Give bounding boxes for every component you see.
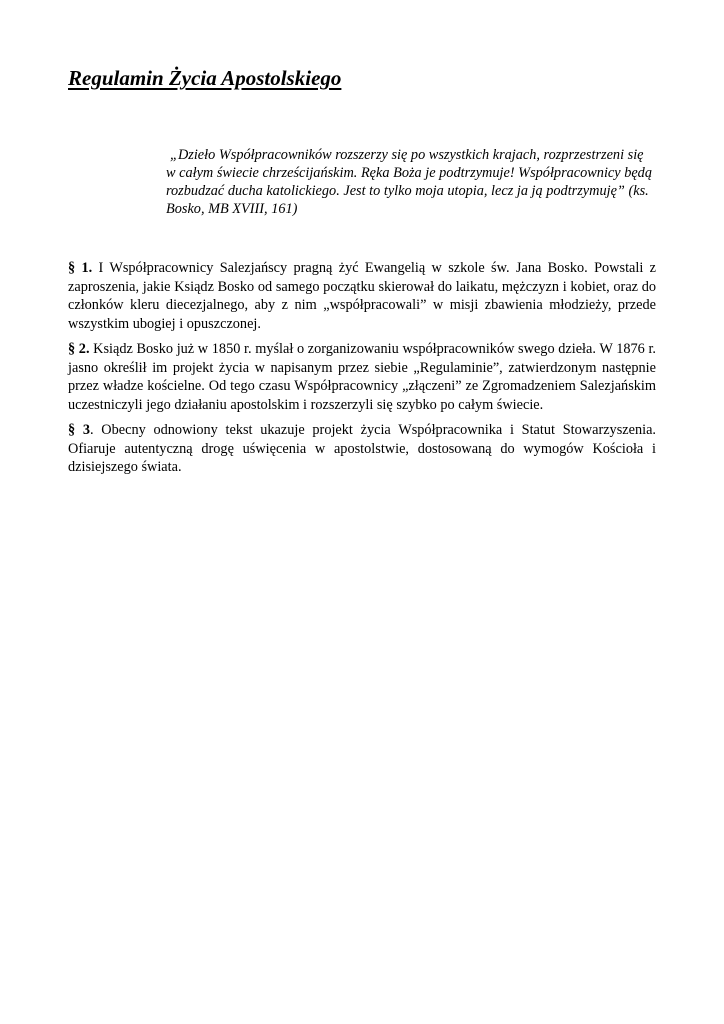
paragraph-2-marker: § 2. (68, 341, 90, 357)
paragraph-1 (68, 259, 656, 333)
paragraph-3-text: . Obecny odnowiony tekst ukazuje projekt życia Współpracownika i Statut Stowarzyszenia. Ofiaruje autentyczną drogę uświęcenia w apostolstwie, dostosowaną do wymogów Kościoła i dzisiejszego świata. (68, 422, 657, 476)
paragraph-1-marker: § 1. (68, 260, 93, 276)
paragraph-1-text: I Współpracownicy Salezjańscy pragną żyć Ewangelią w szkole św. Jana Bosko. Powstali z zaproszenia, jakie Ksiądz Bosko od samego początku skierował do laikatu, mężczyzn i kobiet, oraz do członków kleru diecezjalnego, aby z nim „współpracowali” w misji zbawienia młodzieży, przede wszystkim ubogiej i opuszczonej. (68, 260, 656, 332)
paragraph-3 (68, 421, 656, 477)
paragraph-2-text: Ksiądz Bosko już w 1850 r. myślał o zorganizowaniu współpracowników swego dzieła. W 1876 r. jasno określił im projekt życia w napisanym przez siebie „Regulaminie”, zatwierdzonym następnie przez władze kościelne. Od tego czasu Współpracownicy „złączeni” ze Zgromadzeniem Salezjańskim uczestniczyli jego działaniu apostolskim i rozszerzyli się szybko po całym świecie. (68, 341, 656, 413)
paragraph-2 (68, 340, 656, 414)
motto-quote: „Dzieło Współpracowników rozszerzy się po wszystkich krajach, rozprzestrzeni się w całym świecie chrześcijańskim. Ręka Boża je podtrzymuje! Współpracownicy będą rozbudzać ducha katolickiego. Jest to tylko moja utopia, lecz ja ją podtrzymuję” (ks. Bosko, MB XVIII, 161) (166, 147, 652, 217)
paragraph-3-marker: § 3 (68, 422, 91, 438)
document-title: Regulamin Życia Apostolskiego (68, 66, 342, 90)
